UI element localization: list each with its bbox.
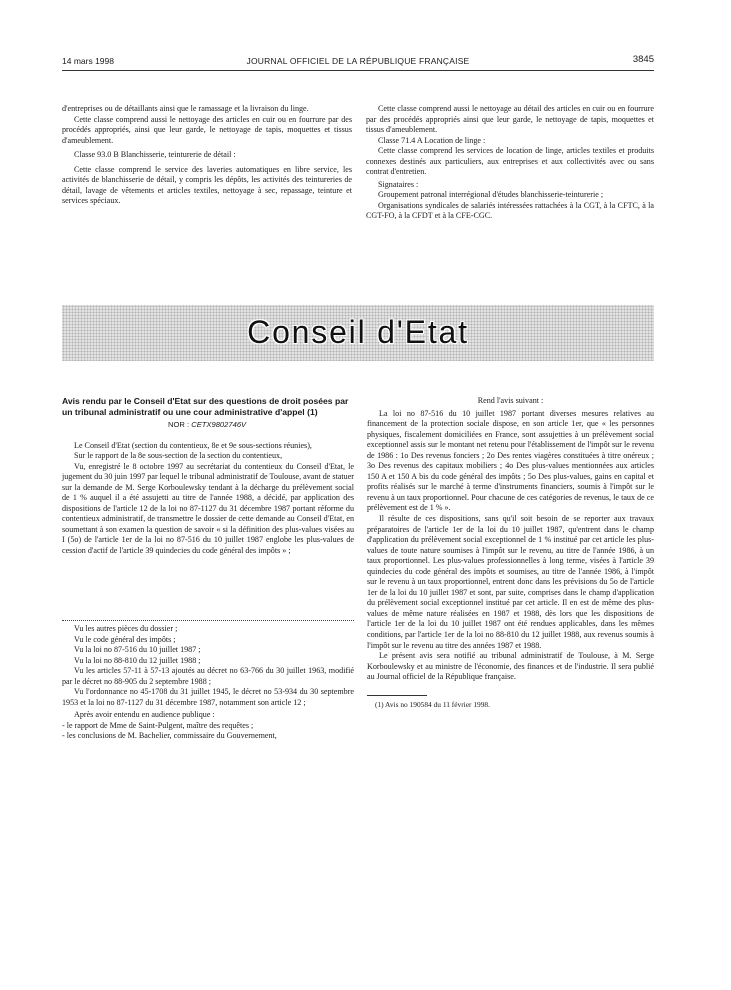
- page-number: 3845: [632, 54, 654, 65]
- header-rule: [62, 70, 654, 71]
- dotted-separator: [62, 620, 354, 621]
- signatory: Groupement patronal interrégional d'études blanchisserie-teinturerie ;: [378, 190, 604, 200]
- section-title: Conseil d'Etat: [247, 314, 469, 350]
- footnote: (1) Avis no 190584 du 11 février 1998.: [375, 699, 490, 709]
- top-right-column: [366, 104, 654, 222]
- vu-item: Vu les autres pièces du dossier ;: [74, 624, 178, 633]
- paragraph: Cette classe comprend aussi le nettoyage au détail des articles en cuir ou en fourrure par des procédés appropriés ainsi que leur garde, le nettoyage de tapis, moquettes et tissus d'ameublement.: [366, 104, 654, 135]
- avis-left-column: [62, 396, 354, 557]
- paragraph: Le présent avis sera notifié au tribunal administratif de Toulouse, à M. Serge Korboulewsky et au ministre de l'économie, des finances et de l'industrie. Il sera publié au Journal officiel de la République française.: [367, 651, 654, 682]
- vu-item: Vu la loi no 88-810 du 12 juillet 1988 ;: [74, 655, 201, 665]
- audience-item: - les conclusions de M. Bachelier, commissaire du Gouvernement,: [62, 731, 277, 741]
- class-heading: Classe 71.4 A Location de linge :: [378, 135, 486, 145]
- paragraph: Le Conseil d'Etat (section du contentieux, 8e et 9e sous-sections réunies),: [74, 440, 312, 450]
- paragraph: Il résulte de ces dispositions, sans qu'il soit besoin de se reporter aux travaux préparatoires de l'article 1er de la loi du 10 juillet 1987, qu'entrent dans le champ d'application du prélèvement social exceptionnel de 1 % institué par cet article les plus-values de toute nature soumises à l'impôt sur le revenu, au titre de l'année 1986, à un taux proportionnel. Les plus-values professionnelles à long terme, visées à l'article 39 quindecies du code général des impôts et soumises, au titre de l'année 1986, à l'impôt sur le revenu à un taux proportionnel, entrent donc dans les prévisions du 5o de l'article 1er de la loi du 10 juillet 1987 et sont, par suite, comprises dans le champ d'application du prélèvement social exceptionnel institué par cet article. Il en est de même des plus-values de même nature réalisées en 1987 et 1988, dès lors que les dispositions de l'article 1er de la loi du 10 juillet 1987 ont été rendues applicables, dans les mêmes conditions, par l'article 1er de la loi no 88-810 du 12 juillet 1988, aux revenus soumis à l'impôt sur le revenu au titre des années 1987 et 1988.: [367, 514, 654, 650]
- vu-item: Vu le code général des impôts ;: [74, 634, 176, 644]
- paragraph: Vu, enregistré le 8 octobre 1997 au secrétariat du contentieux du Conseil d'Etat, le jugement du 30 juin 1997 par lequel le tribunal administratif de Toulouse, avant de statuer sur la demande de M. Serge Korboulewsky tendant à la décharge du prélèvement social de 1 % auquel il a été assujetti au titre de l'année 1988, a décidé, par application des dispositions de l'article 12 de la loi no 87-1127 du 31 décembre 1987 portant réforme du contentieux administratif, de transmettre le dossier de cette demande au Conseil d'Etat, en soumettant à son examen la question de savoir « si la définition des plus-values visées au I (5o) de l'article 1er de la loi no 87-516 du 10 juillet 1987 englobe les plus-values de cession d'actif de l'article 39 quindecies du code général des impôts » ;: [62, 461, 354, 556]
- nor-code: CETX9802746V: [191, 420, 247, 429]
- top-left-column: [62, 104, 352, 207]
- audience-item: - le rapport de Mme de Saint-Pulgent, maître des requêtes ;: [62, 720, 254, 730]
- nor-label: NOR :: [168, 420, 190, 429]
- section-banner: [62, 305, 654, 361]
- paragraph: Sur le rapport de la 8e sous-section de la section du contentieux,: [74, 451, 283, 461]
- header-date: 14 mars 1998: [62, 56, 114, 66]
- vu-item: Vu l'ordonnance no 45-1708 du 31 juillet 1945, le décret no 53-934 du 30 septembre 1953 et la loi no 87-1127 du 31 décembre 1987, notamment son article 12 ;: [62, 687, 354, 707]
- signatory: Organisations syndicales de salariés intéressées rattachées à la CGT, à la CFTC, à la CGT-FO, à la CFDT et à la CFE-CGC.: [366, 200, 654, 221]
- paragraph: Cette classe comprend aussi le nettoyage des articles en cuir ou en fourrure par des procédés appropriés, ainsi que leur garde, le nettoyage de tapis, moquettes et tissus d'ameublement.: [62, 114, 352, 145]
- vu-item: Vu la loi no 87-516 du 10 juillet 1987 ;: [74, 645, 201, 655]
- class-heading: Classe 93.0 B Blanchisserie, teinturerie de détail :: [74, 150, 236, 160]
- journal-title: JOURNAL OFFICIEL DE LA RÉPUBLIQUE FRANÇAISE: [246, 56, 470, 66]
- vu-item: Vu les articles 57-11 à 57-13 ajoutés au décret no 63-766 du 30 juillet 1963, modifié par le décret no 88-905 du 2 septembre 1988 ;: [62, 666, 354, 686]
- avis-right-column: [367, 396, 654, 710]
- audience-heading: Après avoir entendu en audience publique :: [74, 710, 215, 720]
- signatories-heading: Signataires :: [378, 179, 419, 189]
- rend-avis: Rend l'avis suivant :: [477, 396, 544, 405]
- nor-reference: [62, 420, 354, 431]
- avis-title: Avis rendu par le Conseil d'Etat sur des questions de droit posées par un tribunal administratif ou une cour administrative d'appel (1): [62, 396, 349, 417]
- paragraph: Cette classe comprend les services de location de linge, articles textiles et produits connexes destinés aux particuliers, aux entreprises et aux collectivités avec ou sans contrat d'entretien.: [366, 146, 654, 177]
- paragraph: d'entreprises ou de détaillants ainsi que le ramassage et la livraison du linge.: [62, 104, 309, 113]
- footnote-rule: [367, 695, 427, 696]
- page-header: [62, 56, 654, 70]
- vu-list: [62, 624, 354, 742]
- paragraph: Cette classe comprend le service des laveries automatiques en libre service, les activités de blanchisserie de détail, y compris les dépôts, les activités des teintureries de détail, lavage de vêtements et articles textiles, nettoyage à sec, repassage, teinture et services spéciaux.: [62, 164, 352, 206]
- paragraph: La loi no 87-516 du 10 juillet 1987 portant diverses mesures relatives au financement de la protection sociale dispose, en son article 1er, que « les personnes physiques, fiscalement domiciliées en France, sont assujetties à un prélèvement social exceptionnel assis sur le montant net retenu pour l'établissement de l'impôt sur le revenu de 1986 : 1o Des revenus fonciers ; 2o Des rentes viagères constituées à titre onéreux ; 3o Des revenus des capitaux mobiliers ; 4o Des plus-values mentionnées aux articles 150 A et 150 A bis du code général des impôts ; 5o Des plus-values, gains en capital et profits réalisés sur le marché à terme d'instruments financiers, soumis à l'impôt sur le revenu à un taux proportionnel. Pour chacune de ces catégories de revenus, le taux de ce prélèvement est de 1 % ».: [367, 408, 654, 513]
